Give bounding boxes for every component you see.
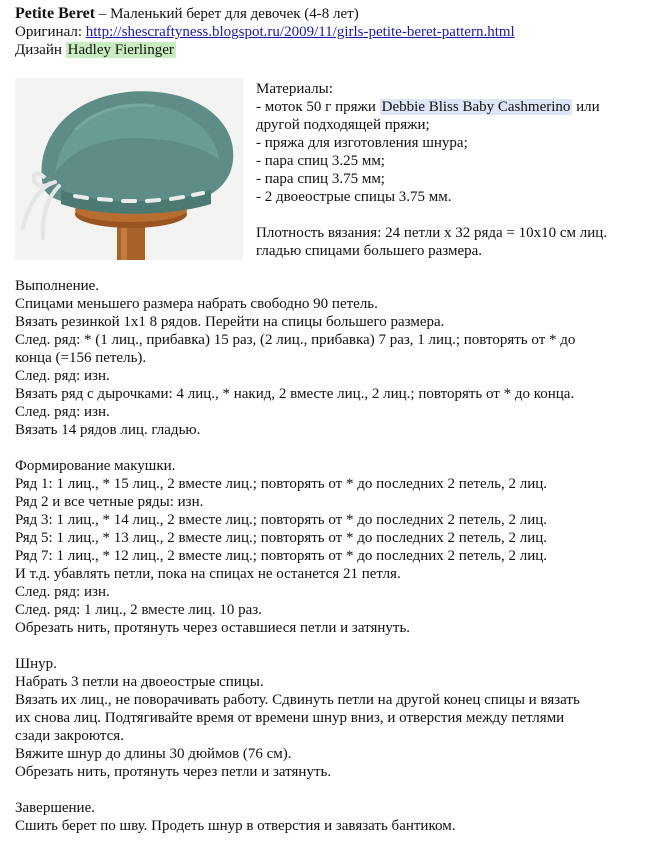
materials-section bbox=[256, 80, 661, 260]
crown-line: Ряд 2 и все четные ряды: изн. bbox=[15, 494, 204, 510]
original-label: Оригинал: bbox=[15, 24, 86, 40]
execution-line: Вязать резинкой 1х1 8 рядов. Перейти на спицы большего размера. bbox=[15, 314, 445, 330]
materials-item: - пара спиц 3.75 мм; bbox=[256, 171, 385, 187]
beret-photo bbox=[15, 78, 243, 260]
gauge-line: Плотность вязания: 24 петли х 32 ряда = 10х10 см лиц. bbox=[256, 225, 608, 241]
yarn-suffix: или bbox=[572, 99, 600, 115]
materials-yarn bbox=[256, 98, 661, 116]
materials-item: - пара спиц 3.25 мм; bbox=[256, 153, 385, 169]
cord-line: Набрать 3 петли на двоеострые спицы. bbox=[15, 674, 264, 690]
cord-line: Обрезать нить, протянуть через петли и затянуть. bbox=[15, 764, 332, 780]
finishing-heading: Завершение. bbox=[15, 800, 95, 816]
execution-line: След. ряд: изн. bbox=[15, 368, 110, 384]
crown-line: Ряд 7: 1 лиц., * 12 лиц., 2 вместе лиц.; повторять от * до последних 2 петель, 2 лиц. bbox=[15, 548, 548, 564]
crown-heading: Формирование макушки. bbox=[15, 458, 176, 474]
instructions bbox=[15, 277, 660, 835]
yarn-prefix: - моток 50 г пряжи bbox=[256, 99, 380, 115]
beret-image bbox=[15, 78, 243, 260]
materials-item: - 2 двоеострые спицы 3.75 мм. bbox=[256, 189, 452, 205]
crown-line: Ряд 5: 1 лиц., * 13 лиц., 2 вместе лиц.; повторять от * до последних 2 петель, 2 лиц. bbox=[15, 530, 548, 546]
crown-line: Ряд 3: 1 лиц., * 14 лиц., 2 вместе лиц.; повторять от * до последних 2 петель, 2 лиц. bbox=[15, 512, 548, 528]
execution-line: конца (=156 петель). bbox=[15, 350, 147, 366]
cord-line: Вязать их лиц., не поворачивать работу. Сдвинуть петли на другой конец спицы и вязать bbox=[15, 692, 580, 708]
title-line bbox=[15, 5, 665, 23]
designer-name: Hadley Fierlinger bbox=[67, 42, 174, 58]
cord-line: сзади закроются. bbox=[15, 728, 124, 744]
yarn-brand: Debbie Bliss Baby Cashmerino bbox=[381, 99, 571, 115]
crown-line: И т.д. убавлять петли, пока на спицах не останется 21 петля. bbox=[15, 566, 401, 582]
crown-line: Обрезать нить, протянуть через оставшиеся петли и затянуть. bbox=[15, 620, 411, 636]
cord-line: их снова лиц. Подтягивайте время от времени шнур вниз, и отверстия между петлями bbox=[15, 710, 565, 726]
page-subtitle: – Маленький берет для девочек (4-8 лет) bbox=[95, 6, 359, 22]
execution-line: Вязать ряд с дырочками: 4 лиц., * накид, 2 вместе лиц., 2 лиц.; повторять от * до конца. bbox=[15, 386, 575, 402]
execution-line: Вязать 14 рядов лиц. гладью. bbox=[15, 422, 201, 438]
execution-heading: Выполнение. bbox=[15, 278, 100, 294]
execution-line: Спицами меньшего размера набрать свободно 90 петель. bbox=[15, 296, 378, 312]
crown-line: След. ряд: изн. bbox=[15, 584, 110, 600]
design-label: Дизайн bbox=[15, 42, 66, 58]
yarn-line2: другой подходящей пряжи; bbox=[256, 117, 430, 133]
execution-line: След. ряд: изн. bbox=[15, 404, 110, 420]
crown-line: След. ряд: 1 лиц., 2 вместе лиц. 10 раз. bbox=[15, 602, 262, 618]
page-title: Petite Beret bbox=[15, 5, 96, 22]
header bbox=[15, 5, 665, 59]
cord-line: Вяжите шнур до длины 30 дюймов (76 см). bbox=[15, 746, 292, 762]
gauge-line: гладью спицами большего размера. bbox=[256, 243, 483, 259]
execution-line: След. ряд: * (1 лиц., прибавка) 15 раз, (2 лиц., прибавка) 7 раз, 1 лиц.; повторять от * до bbox=[15, 332, 576, 348]
materials-heading: Материалы: bbox=[256, 81, 333, 97]
cord-heading: Шнур. bbox=[15, 656, 57, 672]
design-line bbox=[15, 41, 665, 59]
original-link[interactable]: http://shescraftyness.blogspot.ru/2009/11/girls-petite-beret-pattern.html bbox=[85, 24, 515, 40]
finishing-line: Сшить берет по шву. Продеть шнур в отверстия и завязать бантиком. bbox=[15, 818, 456, 834]
materials-item: - пряжа для изготовления шнура; bbox=[256, 135, 468, 151]
crown-line: Ряд 1: 1 лиц., * 15 лиц., 2 вместе лиц.; повторять от * до последних 2 петель, 2 лиц. bbox=[15, 476, 548, 492]
original-line bbox=[15, 23, 665, 41]
